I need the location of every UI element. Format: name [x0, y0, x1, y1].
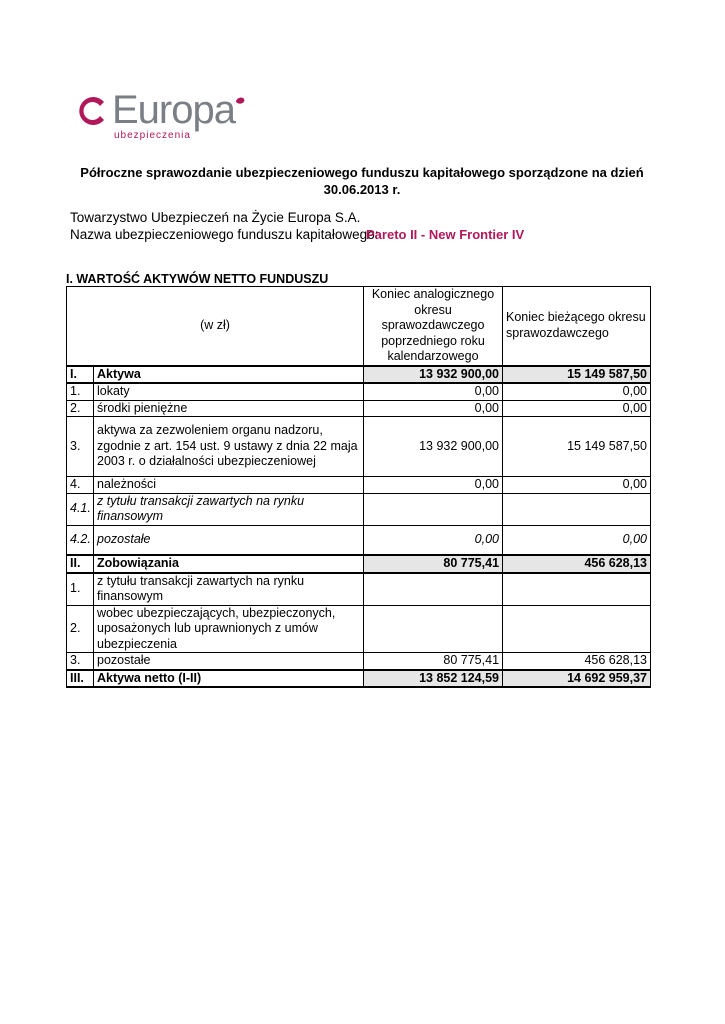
row-no: 4.: [67, 477, 94, 494]
row-no: 1.: [67, 383, 94, 400]
row-label: Zobowiązania: [94, 555, 364, 573]
table-row: [67, 555, 651, 573]
table-row: [67, 605, 651, 653]
row-no: II.: [67, 555, 94, 573]
row-label: z tytułu transakcji zawartych na rynku finansowym: [94, 493, 364, 525]
logo-brand: Europa: [112, 88, 235, 132]
table-row: [67, 477, 651, 494]
net-assets-table: [66, 286, 651, 688]
row-label: należności: [94, 477, 364, 494]
row-label: środki pieniężne: [94, 400, 364, 417]
row-curr: [503, 605, 651, 653]
fund-label: Nazwa ubezpieczeniowego funduszu kapitałowego:: [70, 227, 379, 242]
title-line-2: 30.06.2013 r.: [323, 182, 401, 197]
table-header: [67, 287, 651, 366]
unit-header: (w zł): [67, 287, 364, 366]
row-no: III.: [67, 670, 94, 688]
row-label: lokaty: [94, 383, 364, 400]
company-logo: [76, 88, 256, 142]
row-label: pozostałe: [94, 653, 364, 670]
row-prev: 0,00: [364, 477, 503, 494]
table-row: [67, 573, 651, 606]
row-label: pozostałe: [94, 525, 364, 555]
table-row: [67, 366, 651, 384]
table-row: [67, 400, 651, 417]
row-prev: 13 932 900,00: [364, 417, 503, 477]
logo-dot-icon: [234, 96, 246, 106]
row-prev: [364, 573, 503, 606]
row-label: wobec ubezpieczających, ubezpieczonych, uposażonych lub uprawnionych z umów ubezpieczenia: [94, 605, 364, 653]
row-curr: 15 149 587,50: [503, 366, 651, 384]
logo-subtitle: ubezpieczenia: [114, 130, 191, 141]
row-label: Aktywa netto (I-II): [94, 670, 364, 688]
col-curr-header: Koniec bieżącego okresu sprawozdawczego: [503, 287, 651, 366]
row-curr: 0,00: [503, 477, 651, 494]
company-name: Towarzystwo Ubezpieczeń na Życie Europa S.A.: [70, 210, 361, 225]
section-title: I. WARTOŚĆ AKTYWÓW NETTO FUNDUSZU: [66, 272, 329, 286]
row-curr: 456 628,13: [503, 555, 651, 573]
europa-swirl-icon: [76, 94, 110, 128]
document-title: [70, 164, 654, 198]
row-prev: 0,00: [364, 383, 503, 400]
table-row: [67, 417, 651, 477]
title-line-1: Półroczne sprawozdanie ubezpieczeniowego funduszu kapitałowego sporządzone na dzień: [80, 165, 644, 180]
row-curr: 456 628,13: [503, 653, 651, 670]
row-label: Aktywa: [94, 366, 364, 384]
row-prev: 80 775,41: [364, 555, 503, 573]
row-prev: [364, 605, 503, 653]
row-prev: 0,00: [364, 525, 503, 555]
row-label: z tytułu transakcji zawartych na rynku finansowym: [94, 573, 364, 606]
row-curr: [503, 573, 651, 606]
row-curr: 15 149 587,50: [503, 417, 651, 477]
row-no: 2.: [67, 400, 94, 417]
row-prev: 13 852 124,59: [364, 670, 503, 688]
table-row: [67, 493, 651, 525]
row-no: I.: [67, 366, 94, 384]
row-no: 1.: [67, 573, 94, 606]
col-prev-header: Koniec analogicznego okresu sprawozdawczego poprzedniego roku kalendarzowego: [364, 287, 503, 366]
row-no: 4.1.: [67, 493, 94, 525]
row-curr: 14 692 959,37: [503, 670, 651, 688]
row-curr: 0,00: [503, 525, 651, 555]
row-label: aktywa za zezwoleniem organu nadzoru, zgodnie z art. 154 ust. 9 ustawy z dnia 22 maja 2003 r. o działalności ubezpieczeniowej: [94, 417, 364, 477]
fund-name: Pareto II - New Frontier IV: [366, 227, 525, 242]
row-prev: [364, 493, 503, 525]
row-no: 3.: [67, 417, 94, 477]
row-prev: 0,00: [364, 400, 503, 417]
table-row: [67, 670, 651, 688]
row-curr: [503, 493, 651, 525]
row-no: 3.: [67, 653, 94, 670]
table-row: [67, 383, 651, 400]
row-no: 2.: [67, 605, 94, 653]
row-prev: 13 932 900,00: [364, 366, 503, 384]
table-row: [67, 653, 651, 670]
row-no: 4.2.: [67, 525, 94, 555]
row-curr: 0,00: [503, 383, 651, 400]
row-prev: 80 775,41: [364, 653, 503, 670]
table-row: [67, 525, 651, 555]
row-curr: 0,00: [503, 400, 651, 417]
